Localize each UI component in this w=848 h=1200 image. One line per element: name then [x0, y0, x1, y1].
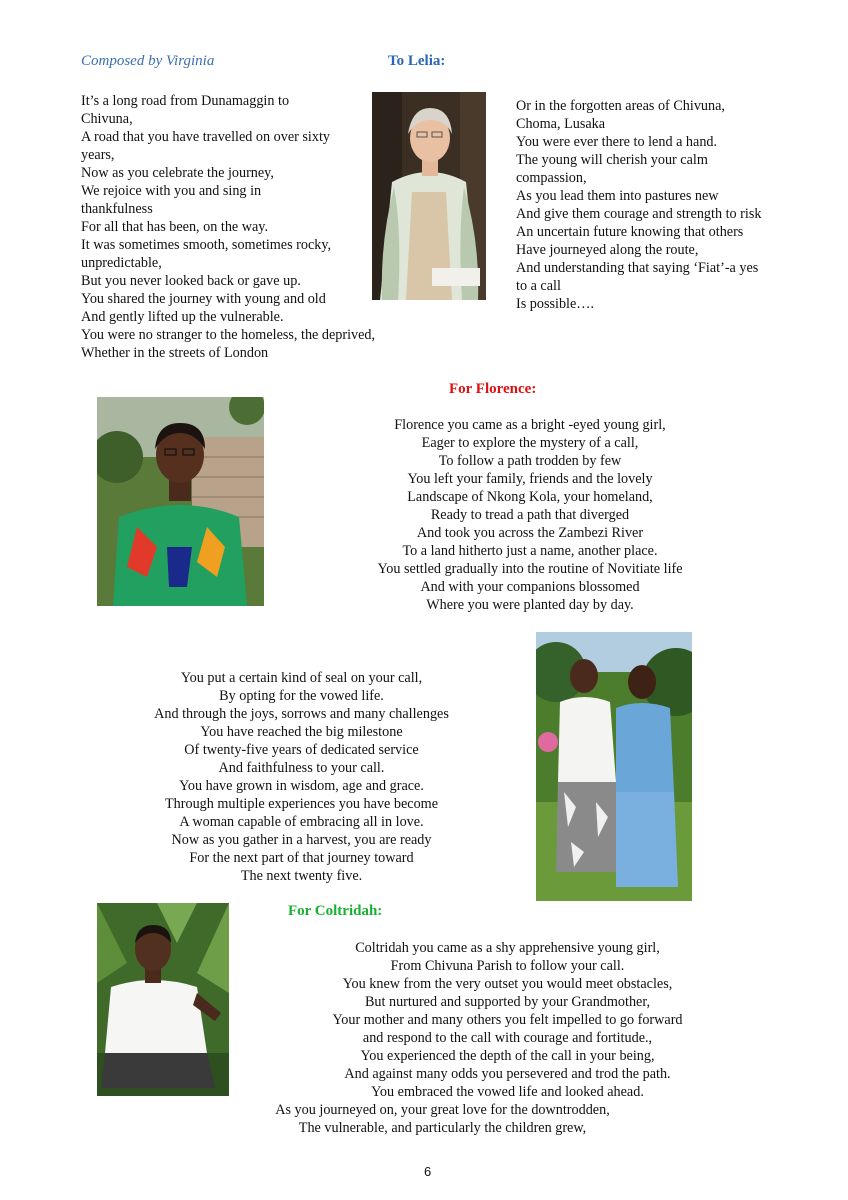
heading-florence: For Florence:: [449, 381, 537, 397]
poem-line: It was sometimes smooth, sometimes rocky,: [81, 237, 332, 253]
poem-line: thankfulness: [81, 201, 153, 217]
poem-line: Whether in the streets of London: [81, 345, 269, 361]
poem-line: You were no stranger to the homeless, the deprived,: [81, 327, 376, 343]
poem-line: years,: [81, 147, 115, 163]
poem-line: Your mother and many others you felt impelled to go forward: [332, 1012, 683, 1028]
poem-line: You left your family, friends and the lovely: [407, 471, 653, 487]
florence-stanza-1: [330, 416, 730, 614]
poem-line: Eager to explore the mystery of a call,: [421, 435, 639, 451]
poem-line: And give them courage and strength to risk: [516, 206, 762, 222]
poem-line: compassion,: [516, 170, 587, 186]
poem-line: And gently lifted up the vulnerable.: [81, 309, 284, 325]
poem-line: Florence you came as a bright -eyed young girl,: [394, 417, 666, 433]
poem-line: You put a certain kind of seal on your call,: [180, 670, 423, 686]
poem-line: unpredictable,: [81, 255, 162, 271]
lelia-poem-right-column: [516, 97, 761, 313]
poem-line: Landscape of Nkong Kola, your homeland,: [407, 489, 653, 505]
poem-line: It’s a long road from Dunamaggin to: [81, 93, 290, 109]
poem-line: By opting for the vowed life.: [219, 688, 384, 704]
poem-line: The next twenty five.: [240, 868, 363, 884]
poem-line: You settled gradually into the routine of Novitiate life: [377, 561, 683, 577]
poem-line: Chivuna,: [81, 111, 133, 127]
poem-line: To a land hitherto just a name, another place.: [402, 543, 658, 559]
poem-line: And understanding that saying ‘Fiat’-a yes: [516, 260, 759, 276]
poem-line: Ready to tread a path that diverged: [430, 507, 630, 523]
poem-line: You experienced the depth of the call in your being,: [360, 1048, 655, 1064]
poem-line: Have journeyed along the route,: [516, 242, 699, 258]
florence-stanza-2: [120, 669, 483, 885]
poem-line: Or in the forgotten areas of Chivuna,: [516, 98, 725, 114]
poem-line: A woman capable of embracing all in love.: [179, 814, 424, 830]
poem-line: and respond to the call with courage and fortitude.,: [362, 1030, 653, 1046]
poem-line: A road that you have travelled on over sixty: [81, 129, 331, 145]
poem-line: to a call: [516, 278, 561, 294]
poem-line: You were ever there to lend a hand.: [516, 134, 718, 150]
heading-coltridah: For Coltridah:: [288, 903, 383, 919]
poem-line: Coltridah you came as a shy apprehensive young girl,: [355, 940, 660, 956]
poem-line: But nurtured and supported by your Grandmother,: [364, 994, 651, 1010]
poem-line: Through multiple experiences you have become: [164, 796, 438, 812]
poem-line: As you lead them into pastures new: [516, 188, 719, 204]
poem-line: Now as you gather in a harvest, you are ready: [171, 832, 432, 848]
lelia-poem-left-column: [81, 92, 375, 362]
poem-line: And with your companions blossomed: [420, 579, 640, 595]
poem-line: To follow a path trodden by few: [438, 453, 622, 469]
poem-line: Now as you celebrate the journey,: [81, 165, 274, 181]
photo-coltridah: [97, 903, 229, 1096]
poem-line: You embraced the vowed life and looked ahead.: [371, 1084, 644, 1100]
poem-line: The vulnerable, and particularly the children grew,: [298, 1120, 587, 1136]
photo-lelia: [372, 92, 486, 300]
poem-line: And against many odds you persevered and trod the path.: [344, 1066, 671, 1082]
page-number: 6: [424, 1164, 432, 1179]
poem-line: As you journeyed on, your great love for the downtrodden,: [275, 1102, 610, 1118]
poem-line: From Chivuna Parish to follow your call.: [390, 958, 625, 974]
poem-line: For all that has been, on the way.: [81, 219, 269, 235]
poem-line: An uncertain future knowing that others: [516, 224, 744, 240]
poem-line: You knew from the very outset you would meet obstacles,: [342, 976, 673, 992]
heading-lelia: To Lelia:: [388, 53, 446, 69]
coltridah-stanza: [230, 939, 785, 1137]
photo-florence-and-companion: [536, 632, 692, 901]
byline: Composed by Virginia: [81, 53, 215, 69]
poem-line: And faithfulness to your call.: [218, 760, 385, 776]
poem-line: The young will cherish your calm: [516, 152, 708, 168]
poem-line: You have reached the big milestone: [200, 724, 403, 740]
photo-florence: [97, 397, 264, 606]
poem-line: Where you were planted day by day.: [426, 597, 634, 613]
poem-line: You shared the journey with young and old: [81, 291, 326, 307]
poem-line: Of twenty-five years of dedicated service: [184, 742, 419, 758]
poem-line: And took you across the Zambezi River: [416, 525, 644, 541]
poem-line: Is possible….: [516, 296, 595, 312]
poem-line: Choma, Lusaka: [516, 116, 606, 132]
poem-line: But you never looked back or gave up.: [81, 273, 301, 289]
poem-line: You have grown in wisdom, age and grace.: [179, 778, 424, 794]
poem-line: For the next part of that journey toward: [189, 850, 414, 866]
poem-line: We rejoice with you and sing in: [81, 183, 262, 199]
poem-line: And through the joys, sorrows and many challenges: [154, 706, 449, 722]
